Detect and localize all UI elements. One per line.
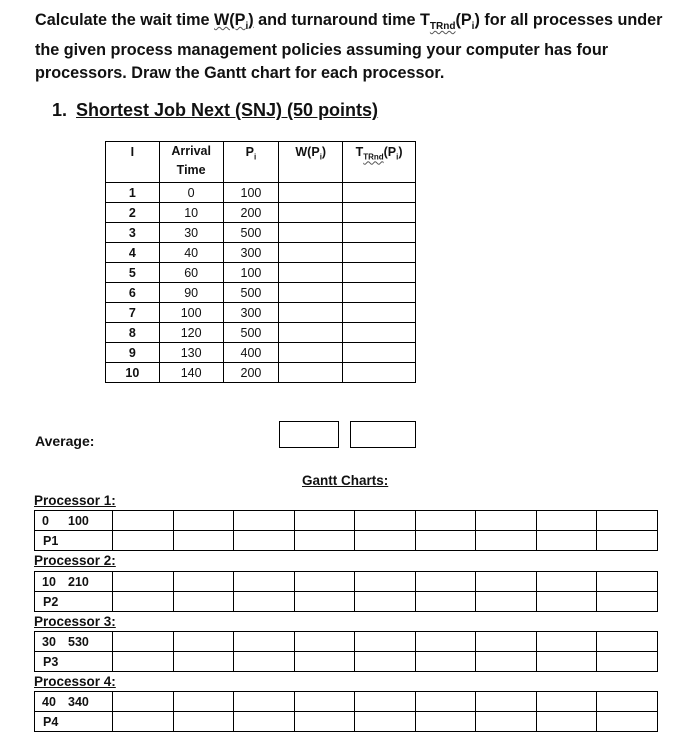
gantt-end-time: 340 <box>68 694 89 709</box>
gantt-empty-time-cell[interactable] <box>113 692 174 712</box>
burst-time-cell: 500 <box>223 323 279 343</box>
arrival-time-cell: 100 <box>159 303 223 323</box>
arrival-time-cell: 30 <box>159 223 223 243</box>
gantt-empty-process-cell[interactable] <box>597 531 658 551</box>
table-row <box>106 243 416 263</box>
table-row <box>106 323 416 343</box>
gantt-process-name[interactable]: P4 <box>35 712 113 732</box>
row-index: 3 <box>106 223 160 243</box>
gantt-empty-time-cell[interactable] <box>597 632 658 652</box>
turnaround-time-cell[interactable] <box>343 223 416 243</box>
gantt-start-time: 30 <box>42 634 56 649</box>
wait-time-cell[interactable] <box>279 223 343 243</box>
gantt-empty-time-cell[interactable] <box>415 511 476 531</box>
gantt-time-row <box>35 572 658 592</box>
instructions-text-1: Calculate the wait time <box>35 11 215 29</box>
section-title: Shortest Job Next (SNJ) (50 points) <box>76 100 379 120</box>
gantt-empty-time-cell[interactable] <box>113 511 174 531</box>
turnaround-time-cell[interactable] <box>343 303 416 323</box>
average-wait-box[interactable] <box>279 421 339 448</box>
gantt-process-row <box>35 592 658 612</box>
wait-time-cell[interactable] <box>279 363 343 383</box>
gantt-start-time: 40 <box>42 694 56 709</box>
row-index: 10 <box>106 363 160 383</box>
turnaround-time-cell[interactable] <box>343 283 416 303</box>
row-index: 2 <box>106 203 160 223</box>
gantt-time-row <box>35 692 658 712</box>
turnaround-time-cell[interactable] <box>343 363 416 383</box>
gantt-empty-time-cell[interactable] <box>476 511 537 531</box>
gantt-process-row <box>35 652 658 672</box>
gantt-empty-process-cell[interactable] <box>355 652 416 672</box>
turnaround-time-cell[interactable] <box>343 343 416 363</box>
arrival-time-cell: 0 <box>159 183 223 203</box>
header-turnaround-time: $T_{TRnd}(P_i)$ <box>343 142 416 183</box>
gantt-empty-time-cell[interactable] <box>294 632 355 652</box>
processor-label-3: Processor 3: <box>34 614 116 629</box>
gantt-chart-processor-3 <box>34 631 658 672</box>
gantt-empty-process-cell[interactable] <box>476 652 537 672</box>
wait-time-cell[interactable] <box>279 203 343 223</box>
gantt-time-cell[interactable] <box>35 632 113 652</box>
arrival-time-cell: 120 <box>159 323 223 343</box>
gantt-empty-process-cell[interactable] <box>173 531 234 551</box>
gantt-process-name[interactable]: P3 <box>35 652 113 672</box>
table-row <box>106 223 416 243</box>
turnaround-term: $T_{TRnd}(P_i)$ <box>420 11 480 33</box>
burst-time-cell: 400 <box>223 343 279 363</box>
average-turnaround-box[interactable] <box>350 421 416 448</box>
gantt-empty-process-cell[interactable] <box>415 531 476 551</box>
wait-time-cell[interactable] <box>279 243 343 263</box>
gantt-empty-time-cell[interactable] <box>234 632 295 652</box>
process-table <box>105 141 416 383</box>
wait-time-term: $W(P_i)$ <box>214 11 254 33</box>
wait-time-cell[interactable] <box>279 303 343 323</box>
gantt-empty-process-cell[interactable] <box>234 531 295 551</box>
gantt-empty-process-cell[interactable] <box>536 652 597 672</box>
row-index: 6 <box>106 283 160 303</box>
turnaround-time-cell[interactable] <box>343 203 416 223</box>
gantt-chart-processor-2 <box>34 571 658 612</box>
gantt-empty-process-cell[interactable] <box>355 592 416 612</box>
arrival-time-cell: 60 <box>159 263 223 283</box>
gantt-empty-process-cell[interactable] <box>294 592 355 612</box>
gantt-chart-processor-4 <box>34 691 658 732</box>
gantt-empty-process-cell[interactable] <box>536 592 597 612</box>
gantt-empty-time-cell[interactable] <box>234 692 295 712</box>
gantt-empty-time-cell[interactable] <box>294 511 355 531</box>
header-burst: $P_i$ <box>223 142 279 183</box>
instructions <box>35 9 665 86</box>
row-index: 5 <box>106 263 160 283</box>
gantt-time-row <box>35 511 658 531</box>
gantt-empty-process-cell[interactable] <box>536 531 597 551</box>
gantt-end-time: 100 <box>68 513 89 528</box>
gantt-empty-process-cell[interactable] <box>294 712 355 732</box>
gantt-start-time: 0 <box>42 513 49 528</box>
gantt-process-row <box>35 712 658 732</box>
burst-time-cell: 500 <box>223 223 279 243</box>
arrival-time-cell: 40 <box>159 243 223 263</box>
gantt-empty-process-cell[interactable] <box>113 531 174 551</box>
section-number: 1. <box>52 100 68 120</box>
wait-time-cell[interactable] <box>279 343 343 363</box>
table-row <box>106 303 416 323</box>
arrival-time-cell: 140 <box>159 363 223 383</box>
burst-time-cell: 100 <box>223 183 279 203</box>
gantt-end-time: 530 <box>68 634 89 649</box>
gantt-empty-time-cell[interactable] <box>476 572 537 592</box>
gantt-empty-time-cell[interactable] <box>173 572 234 592</box>
gantt-empty-process-cell[interactable] <box>113 652 174 672</box>
wait-time-cell[interactable] <box>279 263 343 283</box>
gantt-empty-time-cell[interactable] <box>536 692 597 712</box>
gantt-title: Gantt Charts: <box>302 473 389 488</box>
gantt-empty-time-cell[interactable] <box>415 692 476 712</box>
gantt-empty-time-cell[interactable] <box>355 511 416 531</box>
arrival-time-cell: 130 <box>159 343 223 363</box>
gantt-empty-process-cell[interactable] <box>113 712 174 732</box>
gantt-empty-process-cell[interactable] <box>355 712 416 732</box>
row-index: 8 <box>106 323 160 343</box>
gantt-empty-time-cell[interactable] <box>476 632 537 652</box>
gantt-empty-time-cell[interactable] <box>355 632 416 652</box>
gantt-empty-process-cell[interactable] <box>536 712 597 732</box>
arrival-time-cell: 10 <box>159 203 223 223</box>
table-row <box>106 363 416 383</box>
row-index: 4 <box>106 243 160 263</box>
gantt-empty-process-cell[interactable] <box>415 652 476 672</box>
burst-time-cell: 300 <box>223 243 279 263</box>
average-label: Average: <box>35 433 95 449</box>
gantt-process-name[interactable]: P2 <box>35 592 113 612</box>
table-row <box>106 203 416 223</box>
wait-time-cell[interactable] <box>279 323 343 343</box>
row-index: 7 <box>106 303 160 323</box>
gantt-empty-time-cell[interactable] <box>294 572 355 592</box>
turnaround-time-cell[interactable] <box>343 243 416 263</box>
turnaround-time-cell[interactable] <box>343 183 416 203</box>
gantt-process-name[interactable]: P1 <box>35 531 113 551</box>
turnaround-time-cell[interactable] <box>343 323 416 343</box>
gantt-empty-process-cell[interactable] <box>173 652 234 672</box>
gantt-time-cell[interactable] <box>35 692 113 712</box>
burst-time-cell: 100 <box>223 263 279 283</box>
arrival-time-cell: 90 <box>159 283 223 303</box>
gantt-empty-process-cell[interactable] <box>234 712 295 732</box>
gantt-empty-process-cell[interactable] <box>597 592 658 612</box>
gantt-empty-process-cell[interactable] <box>415 712 476 732</box>
row-index: 9 <box>106 343 160 363</box>
gantt-empty-time-cell[interactable] <box>597 511 658 531</box>
gantt-empty-time-cell[interactable] <box>536 572 597 592</box>
wait-time-cell[interactable] <box>279 183 343 203</box>
gantt-empty-time-cell[interactable] <box>113 632 174 652</box>
gantt-empty-process-cell[interactable] <box>476 592 537 612</box>
gantt-time-row <box>35 632 658 652</box>
processor-label-2: Processor 2: <box>34 553 116 568</box>
gantt-empty-process-cell[interactable] <box>294 531 355 551</box>
gantt-empty-time-cell[interactable] <box>536 511 597 531</box>
table-row <box>106 283 416 303</box>
table-row <box>106 343 416 363</box>
table-row <box>106 183 416 203</box>
gantt-empty-time-cell[interactable] <box>234 511 295 531</box>
gantt-empty-process-cell[interactable] <box>173 712 234 732</box>
gantt-empty-time-cell[interactable] <box>415 632 476 652</box>
gantt-empty-time-cell[interactable] <box>173 692 234 712</box>
gantt-time-cell[interactable] <box>35 572 113 592</box>
gantt-empty-process-cell[interactable] <box>355 531 416 551</box>
instructions-text-3: for all processes under the given process management policies assuming your computer has four processors. Draw the Gantt chart for each processor. <box>35 11 663 83</box>
gantt-empty-process-cell[interactable] <box>597 652 658 672</box>
wait-time-cell[interactable] <box>279 283 343 303</box>
header-i: I <box>106 142 160 183</box>
gantt-empty-time-cell[interactable] <box>476 692 537 712</box>
gantt-start-time: 10 <box>42 574 56 589</box>
burst-time-cell: 500 <box>223 283 279 303</box>
header-wait-time: $W(P_i)$ <box>279 142 343 183</box>
gantt-empty-time-cell[interactable] <box>355 692 416 712</box>
gantt-empty-time-cell[interactable] <box>415 572 476 592</box>
row-index: 1 <box>106 183 160 203</box>
gantt-empty-process-cell[interactable] <box>476 712 537 732</box>
gantt-time-cell[interactable] <box>35 511 113 531</box>
burst-time-cell: 200 <box>223 203 279 223</box>
gantt-empty-time-cell[interactable] <box>173 632 234 652</box>
gantt-empty-time-cell[interactable] <box>597 692 658 712</box>
section-heading <box>52 100 378 121</box>
gantt-empty-time-cell[interactable] <box>597 572 658 592</box>
gantt-empty-time-cell[interactable] <box>536 632 597 652</box>
processor-label-4: Processor 4: <box>34 674 116 689</box>
turnaround-time-cell[interactable] <box>343 263 416 283</box>
table-row <box>106 263 416 283</box>
gantt-empty-process-cell[interactable] <box>294 652 355 672</box>
gantt-empty-process-cell[interactable] <box>173 592 234 612</box>
gantt-empty-process-cell[interactable] <box>113 592 174 612</box>
gantt-empty-process-cell[interactable] <box>415 592 476 612</box>
instructions-text-2: and turnaround time <box>253 11 421 29</box>
gantt-empty-time-cell[interactable] <box>173 511 234 531</box>
burst-time-cell: 300 <box>223 303 279 323</box>
gantt-empty-process-cell[interactable] <box>476 531 537 551</box>
gantt-empty-process-cell[interactable] <box>597 712 658 732</box>
gantt-process-row <box>35 531 658 551</box>
gantt-empty-time-cell[interactable] <box>355 572 416 592</box>
table-header-row <box>106 142 416 183</box>
gantt-empty-process-cell[interactable] <box>234 652 295 672</box>
gantt-chart-processor-1 <box>34 510 658 551</box>
burst-time-cell: 200 <box>223 363 279 383</box>
gantt-empty-time-cell[interactable] <box>234 572 295 592</box>
gantt-empty-time-cell[interactable] <box>113 572 174 592</box>
gantt-end-time: 210 <box>68 574 89 589</box>
gantt-empty-time-cell[interactable] <box>294 692 355 712</box>
gantt-empty-process-cell[interactable] <box>234 592 295 612</box>
processor-label-1: Processor 1: <box>34 493 116 508</box>
header-arrival-time: Arrival Time <box>159 142 223 183</box>
